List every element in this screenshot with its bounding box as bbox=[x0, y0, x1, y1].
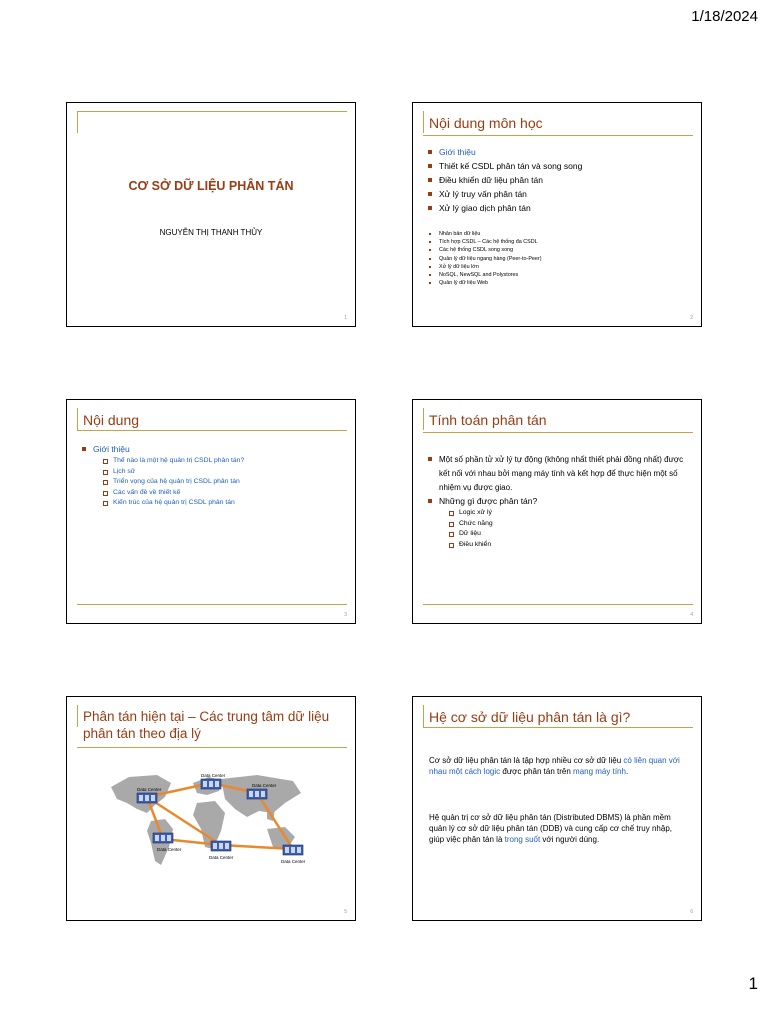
sub-list-item: Các vấn đề về thiết kế bbox=[103, 488, 345, 499]
slide-3 bbox=[66, 399, 356, 624]
list-item: Tích hợp CSDL – Các hệ thống đa CSDL bbox=[427, 238, 691, 246]
list-item: Giới thiệu bbox=[427, 145, 691, 159]
list-item: NoSQL, NewSQL and Polystores bbox=[427, 271, 691, 279]
slide-accent-vertical bbox=[77, 705, 78, 727]
slide-title-underline bbox=[77, 430, 347, 431]
data-center-icon bbox=[283, 845, 303, 855]
slide-accent-top bbox=[77, 111, 347, 112]
data-center-label: Data Center bbox=[137, 787, 162, 792]
list-item: Các hệ thống CSDL song song bbox=[427, 246, 691, 254]
slide-1 bbox=[66, 102, 356, 327]
slide-5 bbox=[66, 696, 356, 921]
sub-list-item: Điều khiển bbox=[449, 540, 691, 551]
slide-title-underline bbox=[77, 747, 347, 748]
list-item: Xử lý truy vấn phân tán bbox=[427, 187, 691, 201]
definition-paragraph: Cơ sở dữ liệu phân tán là tập hợp nhiều cơ sở dữ liệu có liên quan với nhau một cách logic được phân tán trên mạng máy tính. bbox=[429, 756, 680, 777]
slide-number: 6 bbox=[690, 909, 693, 915]
slide-accent-bottom bbox=[77, 604, 347, 605]
sub-list-item: Chức năng bbox=[449, 519, 691, 530]
slide-2 bbox=[412, 102, 702, 327]
list-item: Xử lý giao dịch phân tán bbox=[427, 201, 691, 215]
data-center-icon bbox=[137, 793, 157, 803]
slide-4 bbox=[412, 399, 702, 624]
list-item: Nhân bản dữ liệu bbox=[427, 230, 691, 238]
sub-list bbox=[93, 456, 345, 509]
slide-title: Hệ cơ sở dữ liệu phân tán là gì? bbox=[429, 709, 631, 725]
list-item: Những gì được phân tán? Logic xử lý Chức năng Dữ liệu Điều khiển bbox=[427, 494, 691, 550]
slide-accent-vertical bbox=[423, 408, 424, 430]
data-center-label: Data Center bbox=[252, 783, 277, 788]
slide-accent-vertical bbox=[423, 111, 424, 133]
sub-list-item: Logic xử lý bbox=[449, 508, 691, 519]
slide-number: 2 bbox=[690, 315, 693, 321]
slide-title: Tính toán phân tán bbox=[429, 412, 547, 428]
data-center-label: Data Center bbox=[201, 773, 226, 778]
data-center-icon bbox=[247, 789, 267, 799]
slide-number: 4 bbox=[690, 612, 693, 618]
topic-list bbox=[81, 442, 345, 509]
world-map-diagram bbox=[107, 769, 307, 877]
slide-accent-vertical bbox=[423, 705, 424, 727]
slide-title-underline bbox=[423, 135, 693, 136]
data-center-label: Data Center bbox=[281, 859, 306, 864]
slide-number: 1 bbox=[344, 315, 347, 321]
data-center-label: Data Center bbox=[209, 855, 234, 860]
slide-title: Nội dung bbox=[83, 412, 140, 428]
slide-number: 5 bbox=[344, 909, 347, 915]
sub-list-item: Dữ liệu bbox=[449, 529, 691, 540]
slide-accent-vertical bbox=[77, 111, 78, 133]
sub-list-item: Thế nào là một hệ quản trị CSDL phân tán? bbox=[103, 456, 345, 467]
data-center-icon bbox=[153, 833, 173, 843]
data-center-icon bbox=[211, 841, 231, 851]
slide-title-underline bbox=[423, 727, 693, 728]
sub-list-item: Kiến trúc của hệ quản trị CSDL phân tán bbox=[103, 498, 345, 509]
list-item: Thiết kế CSDL phân tán và song song bbox=[427, 159, 691, 173]
topic-list bbox=[427, 145, 691, 215]
slide-accent-bottom bbox=[423, 604, 693, 605]
list-item: Xử lý dữ liệu lớn bbox=[427, 263, 691, 271]
slide-accent-vertical bbox=[77, 408, 78, 430]
slide-6 bbox=[412, 696, 702, 921]
slide-author: NGUYỄN THỊ THANH THỦY bbox=[159, 228, 263, 237]
slide-title-underline bbox=[423, 432, 693, 433]
slide-title: Nội dung môn học bbox=[429, 115, 543, 131]
world-map bbox=[107, 769, 307, 877]
page-date: 1/18/2024 bbox=[691, 8, 758, 25]
list-item: Quản lý dữ liệu Web bbox=[427, 279, 691, 287]
sub-list-item: Triển vọng của hệ quản trị CSDL phân tán bbox=[103, 477, 345, 488]
dbms-paragraph: Hệ quản trị cơ sở dữ liệu phân tán (Distributed DBMS) là phần mềm quản lý cơ sở dữ liệu phân tán (DDB) và cung cấp cơ chế truy nhập, giúp việc phân tán là trong suốt với người dùng. bbox=[429, 813, 672, 845]
extra-topic-list bbox=[427, 230, 691, 287]
list-item: Giới thiệu Thế nào là một hệ quản trị CSDL phân tán? Lịch sử Triển vọng của hệ quản trị CSDL phân tán Các vấn đề về thiết kế Kiến trúc của hệ quản trị CSDL phân tán bbox=[81, 442, 345, 509]
data-center-label: Data Center bbox=[157, 847, 182, 852]
list-item: Quản lý dữ liệu ngang hàng (Peer-to-Peer) bbox=[427, 255, 691, 263]
list-item: Một số phần tử xử lý tự động (không nhất thiết phải đồng nhất) được kết nối với nhau bởi mạng máy tính và kết hợp để thực hiện một số nhiệm vụ được giao. bbox=[427, 452, 691, 494]
data-center-icon bbox=[201, 779, 221, 789]
list-item: Điều khiển dữ liệu phân tán bbox=[427, 173, 691, 187]
slide-title: Phân tán hiện tại – Các trung tâm dữ liệu phân tán theo địa lý bbox=[83, 709, 330, 741]
slide-title: CƠ SỞ DỮ LIỆU PHÂN TÁN bbox=[128, 179, 294, 193]
slide-number: 3 bbox=[344, 612, 347, 618]
topic-list bbox=[427, 452, 691, 550]
sub-list bbox=[439, 508, 691, 550]
sub-list-item: Lịch sử bbox=[103, 467, 345, 478]
page-number: 1 bbox=[748, 974, 758, 993]
